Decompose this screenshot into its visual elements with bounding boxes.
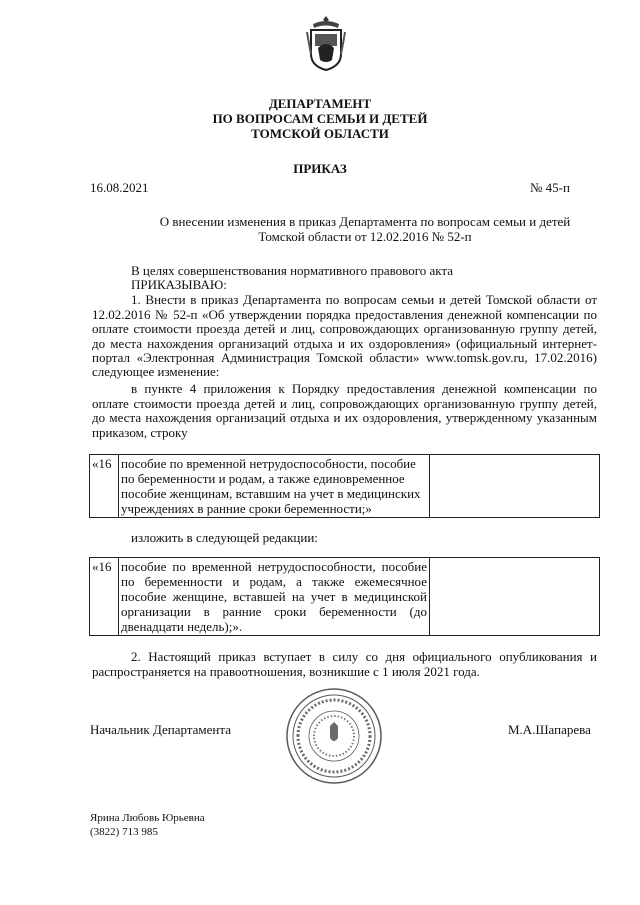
department-name-line-1: ДЕПАРТАМЕНТ	[268, 96, 372, 111]
purpose-text: В целях совершенствования нормативного правового акта	[131, 263, 454, 278]
paragraph-1-line-3: оплате стоимости проезда детей и лиц, сопровождающих организованную группу детей,	[92, 321, 597, 336]
table-cell-empty	[430, 455, 600, 518]
paragraph-1-line-6: следующее изменение:	[92, 364, 220, 379]
old-row-table	[89, 454, 600, 518]
executor-name: Ярина Любовь Юрьевна	[90, 812, 205, 824]
subject-line-2: Томской области от 12.02.2016 № 52-п	[258, 229, 472, 244]
table-cell-number: «16	[90, 558, 119, 636]
document-number: № 45-п	[530, 180, 570, 195]
table-cell-text	[119, 455, 430, 518]
paragraph-3-line-2: распространяется на правоотношения, возникшие с 1 июля 2021 года.	[92, 664, 480, 679]
signatory-title: Начальник Департамента	[90, 722, 231, 737]
table-cell-empty	[430, 558, 600, 636]
restate-text: изложить в следующей редакции:	[131, 530, 318, 545]
department-name-line-2: ПО ВОПРОСАМ СЕМЬИ И ДЕТЕЙ	[212, 111, 428, 126]
table-cell-text	[119, 558, 430, 636]
table-cell-text-line: по беременности и родам, а также ежемесячное	[121, 574, 427, 589]
table-cell-text-line: учреждениях в ранние сроки беременности;»	[121, 501, 372, 516]
executor-phone: (3822) 713 985	[90, 826, 158, 838]
table-row	[90, 558, 600, 636]
paragraph-1-line-4: до места нахождения организаций отдыха и их оздоровления» (официальный интернет-	[92, 336, 597, 351]
table-cell-text-line: пособие по временной нетрудоспособности, пособие	[121, 559, 427, 574]
table-cell-text-line: двенадцати недель);».	[121, 619, 243, 634]
paragraph-3-line-1: 2. Настоящий приказ вступает в силу со дня официального опубликования и	[131, 649, 597, 664]
table-cell-text-line: по беременности и родам, а также единовременное	[121, 471, 405, 486]
paragraph-2-line-1: в пункте 4 приложения к Порядку предоставления денежной компенсации по	[131, 381, 597, 396]
paragraph-1-line-5: портал «Электронная Администрация Томской области» www.tomsk.gov.ru, 17.02.2016)	[92, 350, 597, 365]
table-cell-number: «16	[90, 455, 119, 518]
paragraph-1-line-1: 1. Внести в приказ Департамента по вопросам семьи и детей Томской области от	[131, 292, 597, 307]
document-type: ПРИКАЗ	[293, 161, 347, 176]
signatory-name: М.А.Шапарева	[508, 722, 591, 737]
document-date: 16.08.2021	[90, 180, 149, 195]
paragraph-2-line-3: до места нахождения организаций отдыха и их оздоровления, утвержденному указанным	[92, 410, 597, 425]
table-cell-text-line: организации в ранние сроки беременности (до	[121, 604, 427, 619]
table-cell-text-line: пособие женщине, вставшей на учет в медицинской	[121, 589, 427, 604]
order-word: ПРИКАЗЫВАЮ:	[131, 277, 227, 292]
new-row-table	[89, 557, 600, 636]
official-stamp-icon	[284, 686, 384, 786]
coat-of-arms-icon	[305, 14, 347, 72]
department-name-line-3: ТОМСКОЙ ОБЛАСТИ	[251, 126, 389, 141]
paragraph-2-line-4: приказом, строку	[92, 425, 188, 440]
table-row	[90, 455, 600, 518]
paragraph-1-line-2: 12.02.2016 № 52-п «Об утверждении порядка предоставления денежной компенсации по	[92, 307, 597, 322]
table-cell-text-line: пособие по временной нетрудоспособности, пособие	[121, 456, 416, 471]
subject-line-1: О внесении изменения в приказ Департамента по вопросам семьи и детей	[159, 214, 571, 229]
paragraph-2-line-2: оплате стоимости проезда детей и лиц, сопровождающих организованную группу детей,	[92, 396, 597, 411]
table-cell-text-line: пособие женщинам, вставшим на учет в медицинских	[121, 486, 421, 501]
